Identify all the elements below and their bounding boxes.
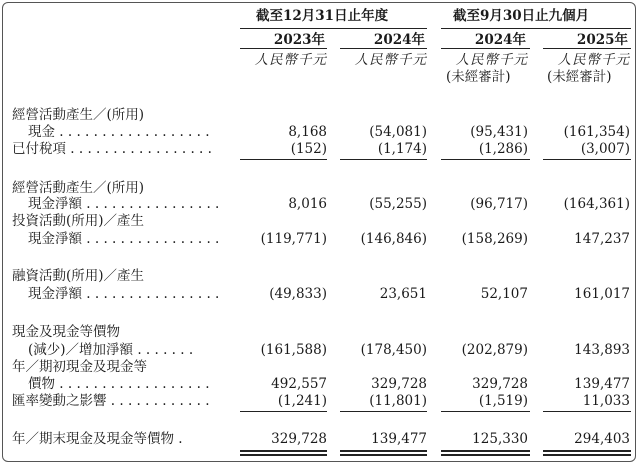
cell-value: 23,651 <box>379 286 427 302</box>
cell-value: 143,893 <box>574 342 630 358</box>
cell-value: (161,354) <box>563 124 630 140</box>
cell-value: (119,771) <box>260 231 327 247</box>
cell-value: 147,237 <box>574 231 630 247</box>
cell-value: 8,168 <box>288 124 327 140</box>
cell-value: (152) <box>290 141 327 157</box>
cell-value: 492,557 <box>271 376 327 392</box>
row-label: 已付稅項 . . . . . . . . . . . . . . . . . <box>12 141 212 157</box>
year-header-2024: 2024年 <box>373 32 425 48</box>
row-label: 現金淨額 . . . . . . . . . . . . . . . . <box>28 196 220 212</box>
year-rule-3 <box>441 48 530 49</box>
cell-value: (161,588) <box>260 342 327 358</box>
subtotal-rule <box>441 159 530 160</box>
cell-value: (3,007) <box>580 141 630 157</box>
year-header-2025-ytd: 2025年 <box>576 32 628 48</box>
year-rule-2 <box>340 48 427 49</box>
row-label: 現金及現金等價物 <box>12 324 120 340</box>
unit-label: 人民幣千元 <box>354 52 427 68</box>
cell-value: (96,717) <box>470 196 528 212</box>
cell-value: 11,033 <box>582 393 630 409</box>
unit-label: 人民幣千元 <box>455 52 528 68</box>
row-label: 價物 . . . . . . . . . . . . . . . . . . <box>28 376 210 392</box>
unaudited-label: (未經審計) <box>547 69 612 85</box>
cell-value: (55,255) <box>369 196 427 212</box>
total-double-rule <box>240 450 327 456</box>
subtotal-rule <box>240 411 327 412</box>
total-double-rule <box>441 450 530 456</box>
subtotal-rule <box>240 159 327 160</box>
cell-value: (146,846) <box>360 231 427 247</box>
row-label: 經營活動產生／(所用) <box>12 180 145 196</box>
row-label: (減少)／增加淨額 . . . . . . . <box>28 342 194 358</box>
cell-value: (1,286) <box>478 141 528 157</box>
subtotal-rule <box>543 411 631 412</box>
cell-value: (1,241) <box>277 393 327 409</box>
cell-value: 8,016 <box>288 196 327 212</box>
cell-value: (178,450) <box>360 342 427 358</box>
row-label: 現金 . . . . . . . . . . . . . . . . . . <box>28 124 210 140</box>
row-label: 匯率變動之影響 . . . . . . . . . . . . <box>12 393 210 409</box>
cell-value-total: 125,330 <box>472 431 528 447</box>
cell-value: (202,879) <box>461 342 528 358</box>
row-label: 經營活動產生／(所用) <box>12 107 145 123</box>
cell-value: (11,801) <box>369 393 427 409</box>
cell-value: (164,361) <box>563 196 630 212</box>
row-label: 融資活動(所用)／產生 <box>12 268 145 284</box>
year-header-2024-ytd: 2024年 <box>474 32 526 48</box>
cell-value: (54,081) <box>369 124 427 140</box>
row-label: 投資活動(所用)／產生 <box>12 213 145 229</box>
row-label: 年／期初現金及現金等 <box>12 359 147 375</box>
unit-label: 人民幣千元 <box>254 52 327 68</box>
cell-value-total: 329,728 <box>271 431 327 447</box>
cell-value: (1,174) <box>377 141 427 157</box>
subtotal-rule <box>340 411 427 412</box>
cell-value: 139,477 <box>574 376 630 392</box>
cell-value-total: 139,477 <box>371 431 427 447</box>
cell-value: (49,833) <box>269 286 327 302</box>
subtotal-rule <box>543 159 631 160</box>
cell-value: (158,269) <box>461 231 528 247</box>
header-group-annual: 截至12月31日止年度 <box>256 8 389 24</box>
year-header-2023: 2023年 <box>273 32 325 48</box>
header-group-rule-annual <box>240 28 427 29</box>
unaudited-label: (未經審計) <box>446 69 511 85</box>
cell-value: 329,728 <box>472 376 528 392</box>
row-label: 現金淨額 . . . . . . . . . . . . . . . . <box>28 231 220 247</box>
cell-value: 329,728 <box>371 376 427 392</box>
total-double-rule <box>340 450 427 456</box>
total-double-rule <box>543 450 631 456</box>
subtotal-rule <box>441 411 530 412</box>
year-rule-1 <box>240 48 327 49</box>
row-label: 現金淨額 . . . . . . . . . . . . . . . . <box>28 286 220 302</box>
cell-value: 52,107 <box>480 286 528 302</box>
header-group-nine-months: 截至9月30日止九個月 <box>453 8 590 24</box>
row-label-total: 年／期末現金及現金等價物 . <box>12 431 183 447</box>
year-rule-4 <box>543 48 631 49</box>
header-group-rule-nine-months <box>441 28 631 29</box>
subtotal-rule <box>340 159 427 160</box>
cell-value-total: 294,403 <box>574 431 630 447</box>
cell-value: (95,431) <box>470 124 528 140</box>
unit-label: 人民幣千元 <box>557 52 630 68</box>
cell-value: (1,519) <box>478 393 528 409</box>
cell-value: 161,017 <box>574 286 630 302</box>
